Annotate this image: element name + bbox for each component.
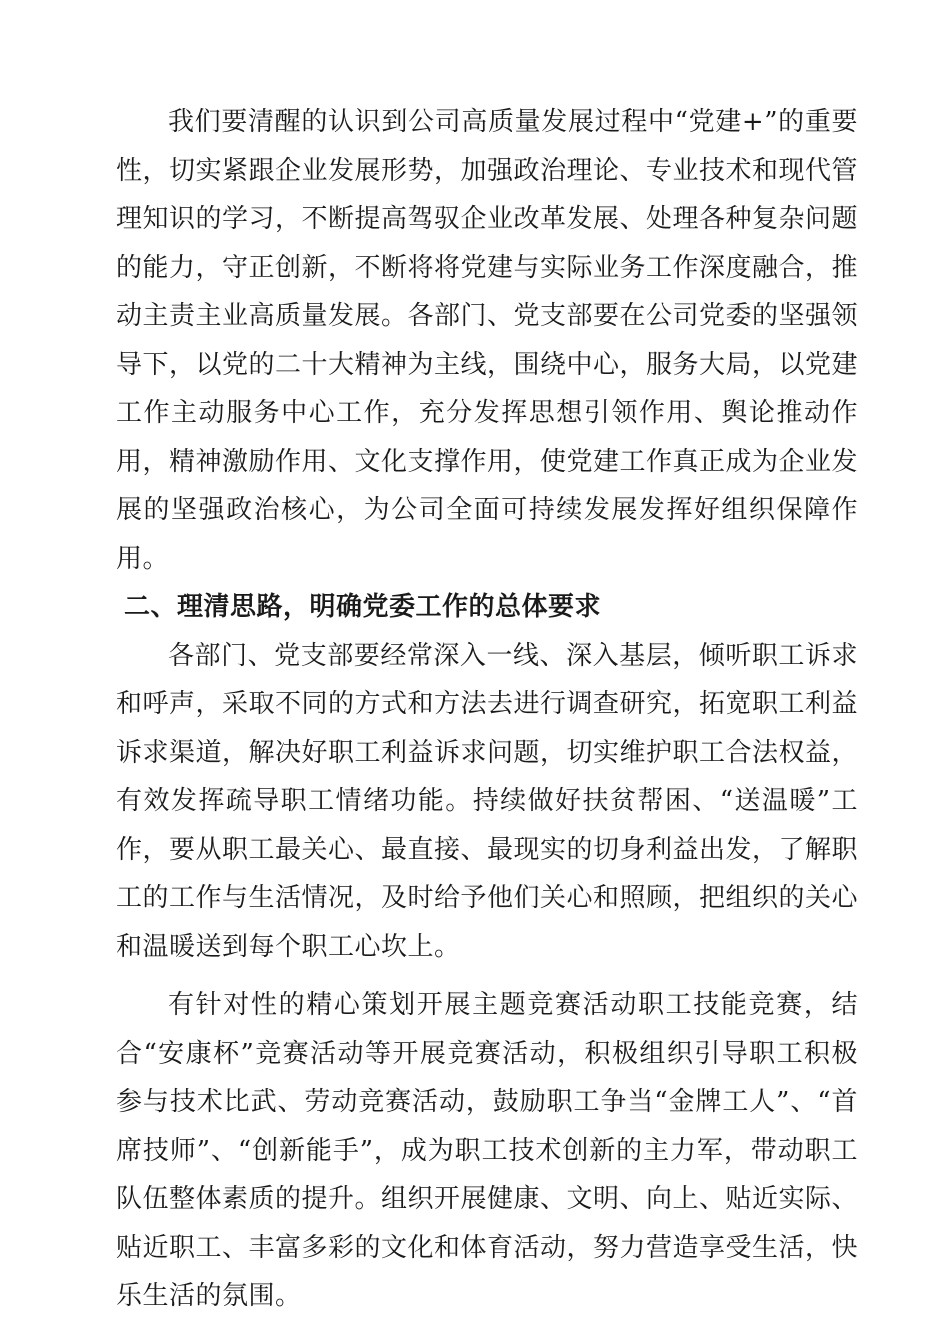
paragraph-employee-concerns: 各部门、党支部要经常深入一线、深入基层，倾听职工诉求和呼声，采取不同的方式和方法去进行调查研究，拓宽职工利益诉求渠道，解决好职工利益诉求问题，切实维护职工合法权益，有效发挥疏导职工情绪功能。持续做好扶贫帮困、“送温暖”工作，要从职工最关心、最直接、最现实的切身利益出发，了解职工的工作与生活情况，及时给予他们关心和照顾，把组织的关心和温暖送到每个职工心坎上。 [116,640,859,962]
paragraph-skill-competitions: 有针对性的精心策划开展主题竞赛活动职工技能竞赛，结合“安康杯”竞赛活动等开展竞赛活动，积极组织引导职工积极参与技术比武、劳动竞赛活动，鼓励职工争当“金牌工人”、“首席技师”、“创新能手”，成为职工技术创新的主力军，带动职工队伍整体素质的提升。组织开展健康、文明、向上、贴近实际、贴近职工、丰富多彩的文化和体育活动，努力营造享受生活，快乐生活的氛围。 [116,990,859,1311]
document-body [116,98,858,1321]
paragraph-party-building-importance: 我们要清醒的认识到公司高质量发展过程中“党建+”的重要性，切实紧跟企业发展形势，加强政治理论、专业技术和现代管理知识的学习，不断提高驾驭企业改革发展、处理各种复杂问题的能力，守正创新，不断将将党建与实际业务工作深度融合，推动主责主业高质量发展。各部门、党支部要在公司党委的坚强领导下，以党的二十大精神为主线，围绕中心，服务大局，以党建工作主动服务中心工作，充分发挥思想引领作用、舆论推动作用，精神激励作用、文化支撑作用，使党建工作真正成为企业发展的坚强政治核心，为公司全面可持续发展发挥好组织保障作用。 [116,107,859,574]
section-heading: 二、理清思路，明确党委工作的总体要求 [124,592,602,622]
